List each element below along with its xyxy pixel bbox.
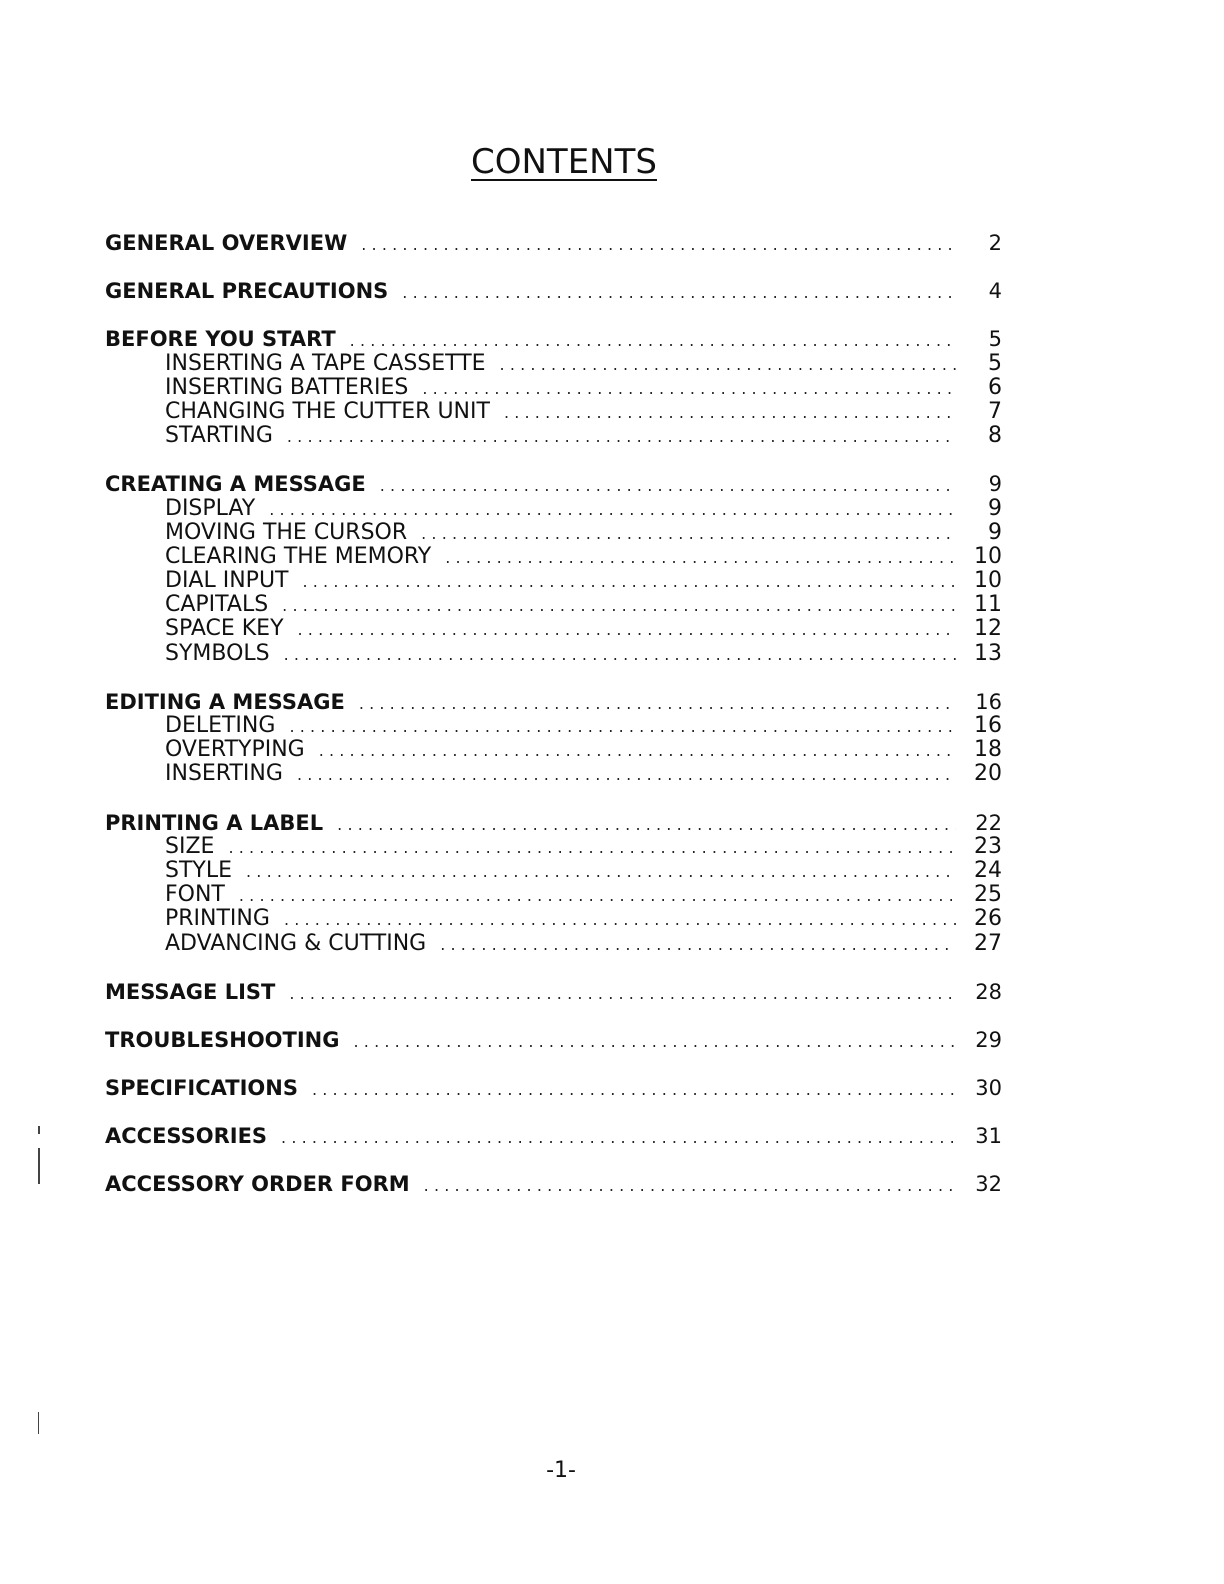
toc-subentry — [105, 714, 1002, 738]
toc-section-before-you-start — [105, 327, 1002, 448]
toc-entry-page: 2 — [988, 231, 1002, 255]
dot-leader — [228, 836, 956, 860]
toc-subentry-title: DELETING — [165, 713, 276, 738]
toc-entry — [105, 1172, 1002, 1196]
toc-subentry — [105, 835, 1002, 859]
toc-entry-page: 4 — [988, 279, 1002, 304]
toc-subentry — [105, 907, 1002, 931]
dot-leader — [246, 860, 956, 884]
toc-entry-title: PRINTING A LABEL — [105, 810, 324, 835]
dot-leader — [361, 233, 956, 257]
page-number: -1- — [546, 1458, 576, 1483]
toc-subentry-page: 9 — [988, 519, 1002, 545]
toc-section-troubleshooting — [105, 1028, 1002, 1052]
toc-subentry — [105, 376, 1002, 400]
toc-subentry-title: DISPLAY — [165, 495, 256, 521]
toc-entry-page: 32 — [975, 1172, 1002, 1197]
toc-subentry-title: OVERTYPING — [165, 737, 305, 763]
dot-leader — [302, 570, 956, 594]
toc-entry-page: 30 — [975, 1076, 1002, 1101]
toc-entry-title: TROUBLESHOOTING — [105, 1027, 340, 1052]
toc-entry — [105, 472, 1002, 496]
toc-subentry-title: CAPITALS — [165, 592, 269, 618]
dot-leader — [504, 401, 956, 425]
toc-entry — [105, 279, 1002, 303]
dot-leader — [282, 594, 956, 618]
toc-subentry-page: 20 — [974, 761, 1002, 787]
toc-entry — [105, 1028, 1002, 1052]
dot-leader — [319, 739, 956, 763]
toc-subentry — [105, 642, 1002, 666]
toc-subentry-page: 12 — [974, 616, 1002, 642]
toc-section-message-list — [105, 980, 1002, 1004]
toc-subentry — [105, 762, 1002, 786]
toc-entry-title: BEFORE YOU START — [105, 327, 336, 352]
toc-entry-page: 29 — [975, 1027, 1002, 1052]
toc-subentry-page: 10 — [974, 568, 1002, 594]
toc-entry — [105, 327, 1002, 351]
scan-artifact-mark — [38, 1148, 40, 1184]
toc-subentry-page: 24 — [974, 857, 1002, 883]
toc-section-accessory-order-form — [105, 1172, 1002, 1196]
toc-subentry — [105, 859, 1002, 883]
toc-entry — [105, 690, 1002, 714]
toc-section-general-overview — [105, 231, 1002, 255]
toc-subentry-title: MOVING THE CURSOR — [165, 519, 408, 545]
toc-entry — [105, 1076, 1002, 1100]
toc-entry — [105, 231, 1002, 255]
toc-subentry-page: 9 — [988, 495, 1002, 521]
dot-leader — [281, 1126, 956, 1150]
toc-subentry-title: PRINTING — [165, 906, 270, 932]
toc-subentry-page: 23 — [974, 833, 1002, 859]
toc-section-specifications — [105, 1076, 1002, 1100]
toc-section-general-precautions — [105, 279, 1002, 303]
dot-leader — [422, 377, 956, 401]
dot-leader — [359, 692, 956, 716]
toc-entry — [105, 811, 1002, 835]
dot-leader — [440, 933, 956, 957]
toc-entry-title: ACCESSORY ORDER FORM — [105, 1172, 410, 1197]
toc-entry-title: MESSAGE LIST — [105, 979, 276, 1004]
toc-subentry — [105, 883, 1002, 907]
toc-subentry-title: INSERTING A TAPE CASSETTE — [165, 350, 486, 376]
dot-leader — [289, 715, 956, 739]
dot-leader — [337, 813, 956, 837]
toc-entry-page: 22 — [975, 810, 1002, 835]
dot-leader — [269, 498, 956, 522]
toc-section-creating-a-message — [105, 472, 1002, 666]
toc-entry-page: 9 — [988, 472, 1002, 497]
toc-subentry — [105, 424, 1002, 448]
toc-entry-page: 28 — [975, 979, 1002, 1004]
dot-leader — [500, 353, 956, 377]
toc-subentry — [105, 400, 1002, 424]
page-title — [0, 142, 1128, 182]
page-title-text: CONTENTS — [471, 142, 657, 182]
toc-subentry — [105, 569, 1002, 593]
scan-artifact-mark — [38, 1126, 40, 1134]
toc-entry-title: GENERAL PRECAUTIONS — [105, 279, 389, 304]
toc-subentry-page: 11 — [974, 592, 1002, 618]
dot-leader — [350, 329, 956, 353]
dot-leader — [284, 643, 956, 667]
toc-subentry-title: STYLE — [165, 857, 232, 883]
toc-entry-title: CREATING A MESSAGE — [105, 472, 366, 497]
toc-subentry — [105, 617, 1002, 641]
toc-subentry — [105, 352, 1002, 376]
dot-leader — [239, 884, 956, 908]
toc-entry — [105, 980, 1002, 1004]
toc-subentry-page: 13 — [974, 640, 1002, 666]
toc-subentry-page: 26 — [974, 906, 1002, 932]
toc-entry-page: 16 — [975, 689, 1002, 714]
toc-subentry-title: DIAL INPUT — [165, 568, 289, 594]
toc-subentry-title: SPACE KEY — [165, 616, 284, 642]
scan-artifact-mark — [38, 1412, 39, 1434]
toc-entry-page: 31 — [975, 1124, 1002, 1149]
toc-subentry-page: 10 — [974, 543, 1002, 569]
toc-entry-title: SPECIFICATIONS — [105, 1076, 298, 1101]
toc-subentry-title: CHANGING THE CUTTER UNIT — [165, 398, 490, 424]
toc-subentry-page: 27 — [974, 930, 1002, 956]
toc-entry-page: 5 — [988, 327, 1002, 352]
toc-subentry-title: FONT — [165, 882, 225, 908]
dot-leader — [445, 546, 956, 570]
toc-subentry — [105, 738, 1002, 762]
dot-leader — [380, 474, 956, 498]
dot-leader — [421, 522, 956, 546]
dot-leader — [312, 1078, 956, 1102]
toc-subentry-page: 5 — [988, 350, 1002, 376]
toc-subentry-page: 8 — [988, 423, 1002, 449]
toc-subentry — [105, 593, 1002, 617]
dot-leader — [284, 908, 956, 932]
toc-subentry-page: 16 — [974, 713, 1002, 738]
toc-subentry-title: SYMBOLS — [165, 640, 270, 666]
toc-subentry-title: INSERTING — [165, 761, 283, 787]
toc-subentry-title: SIZE — [165, 833, 215, 859]
toc-subentry-page: 25 — [974, 882, 1002, 908]
toc-section-accessories — [105, 1124, 1002, 1148]
table-of-contents — [105, 231, 1002, 1221]
toc-subentry-page: 7 — [988, 398, 1002, 424]
dot-leader — [354, 1030, 957, 1054]
toc-section-editing-a-message — [105, 690, 1002, 787]
toc-entry-title: GENERAL OVERVIEW — [105, 231, 348, 255]
toc-entry-title: EDITING A MESSAGE — [105, 689, 345, 714]
toc-entry-title: ACCESSORIES — [105, 1124, 268, 1149]
dot-leader — [402, 281, 956, 305]
toc-subentry-title: CLEARING THE MEMORY — [165, 543, 432, 569]
toc-entry — [105, 1124, 1002, 1148]
toc-subentry — [105, 932, 1002, 956]
toc-subentry-title: INSERTING BATTERIES — [165, 374, 409, 400]
dot-leader — [287, 425, 956, 449]
toc-section-printing-a-label — [105, 811, 1002, 956]
toc-subentry — [105, 545, 1002, 569]
toc-subentry-title: ADVANCING & CUTTING — [165, 930, 427, 956]
toc-subentry-page: 18 — [974, 737, 1002, 763]
toc-subentry — [105, 521, 1002, 545]
dot-leader — [424, 1174, 956, 1198]
dot-leader — [289, 982, 956, 1006]
dot-leader — [297, 763, 956, 787]
toc-subentry-page: 6 — [988, 374, 1002, 400]
dot-leader — [298, 618, 956, 642]
toc-subentry-title: STARTING — [165, 423, 273, 449]
toc-subentry — [105, 497, 1002, 521]
